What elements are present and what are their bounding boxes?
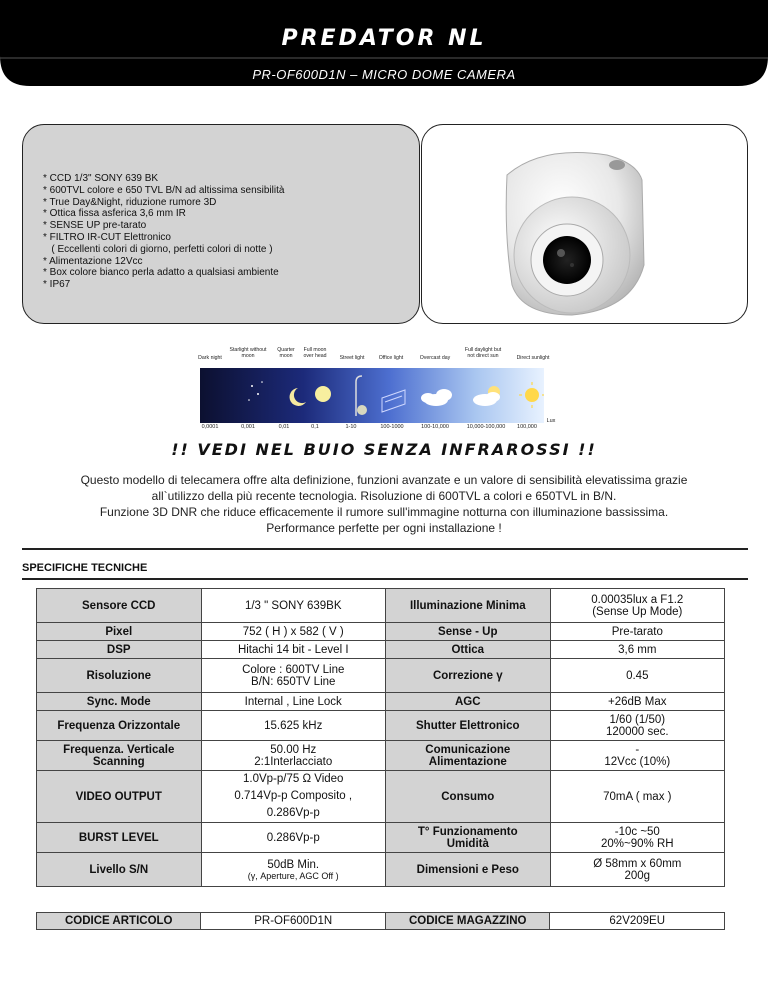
intro-line: Funzione 3D DNR che riduce efficacemente il rumore sull'immagine notturna con illuminazione bassissima. bbox=[99, 505, 669, 519]
spec-key: Consumo bbox=[385, 771, 550, 823]
spec-value bbox=[550, 589, 724, 623]
lux-label-starlight: Starlight without moon bbox=[229, 347, 267, 359]
header-banner bbox=[0, 0, 768, 92]
spec-key-line: Frequenza. Verticale bbox=[63, 743, 175, 756]
spec-value-line: 0.714Vp-p Composito , bbox=[234, 790, 353, 802]
spec-value bbox=[201, 741, 385, 771]
spec-value bbox=[550, 853, 724, 887]
spec-key bbox=[385, 741, 550, 771]
spec-key: Sense - Up bbox=[385, 623, 550, 641]
feature-item: * Alimentazione 12Vcc bbox=[43, 255, 143, 267]
spec-key: Correzione γ bbox=[385, 659, 550, 693]
warehouse-code-label: CODICE MAGAZZINO bbox=[386, 913, 550, 930]
warehouse-code-value: 62V209EU bbox=[550, 913, 725, 930]
article-code-value: PR-OF600D1N bbox=[201, 913, 386, 930]
feature-item: * IP67 bbox=[43, 279, 71, 291]
spec-value: +26dB Max bbox=[550, 693, 724, 711]
feature-item: * Ottica fissa asferica 3,6 mm IR bbox=[43, 208, 186, 220]
lux-value: 0,1 bbox=[311, 424, 319, 430]
spec-value-line: (Sense Up Mode) bbox=[592, 605, 683, 618]
spec-key-line: Umidità bbox=[446, 837, 489, 850]
table-row bbox=[37, 823, 725, 853]
spec-value-line: -10c ~50 bbox=[614, 825, 660, 838]
specs-table bbox=[36, 588, 725, 887]
lux-label-office-light: Office light bbox=[378, 355, 404, 361]
spec-value: 70mA ( max ) bbox=[550, 771, 724, 823]
lux-gradient-bar bbox=[200, 368, 544, 423]
spec-key: Shutter Elettronico bbox=[385, 711, 550, 741]
spec-key: AGC bbox=[385, 693, 550, 711]
features-panel bbox=[22, 124, 420, 324]
intro-line: Questo modello di telecamera offre alta definizione, funzioni avanzate e un valore di sensibilità elevatissima grazie bbox=[80, 473, 688, 487]
lux-label-dark-night: Dark night bbox=[198, 355, 222, 361]
full-moon-icon bbox=[315, 386, 331, 402]
spec-key: Risoluzione bbox=[37, 659, 202, 693]
codes-table bbox=[36, 912, 725, 930]
lux-value: 1-10 bbox=[345, 424, 357, 430]
spec-value bbox=[550, 741, 724, 771]
feature-item: ( Eccellenti colori di giorno, perfetti colori di notte ) bbox=[43, 243, 273, 255]
section-divider bbox=[22, 578, 748, 580]
spec-value: 752 ( H ) x 582 ( V ) bbox=[201, 623, 385, 641]
table-row bbox=[37, 853, 725, 887]
features-list bbox=[43, 173, 284, 291]
spec-value: 3,6 mm bbox=[550, 641, 724, 659]
article-code-label: CODICE ARTICOLO bbox=[37, 913, 201, 930]
spec-value-line: 1/60 (1/50) bbox=[609, 713, 666, 726]
feature-item: * SENSE UP pre-tarato bbox=[43, 220, 147, 232]
lux-label-street-light: Street light bbox=[339, 355, 365, 361]
spec-key: VIDEO OUTPUT bbox=[37, 771, 202, 823]
spec-value-line: Ø 58mm x 60mm bbox=[593, 857, 682, 870]
spec-value bbox=[201, 659, 385, 693]
table-row bbox=[37, 913, 725, 930]
feature-item: * CCD 1/3" SONY 639 BK bbox=[43, 173, 159, 184]
spec-key bbox=[385, 823, 550, 853]
spec-value-line: (γ, Aperture, AGC Off ) bbox=[247, 870, 339, 881]
spec-value: Pre-tarato bbox=[550, 623, 724, 641]
lux-unit: Lux bbox=[546, 418, 556, 424]
dome-camera-image bbox=[422, 125, 747, 323]
intro-paragraph bbox=[30, 472, 738, 536]
spec-key: Dimensioni e Peso bbox=[385, 853, 550, 887]
spec-value: Internal , Line Lock bbox=[201, 693, 385, 711]
spec-key-line: Comunicazione bbox=[425, 743, 511, 756]
lux-value: 10,000-100,000 bbox=[466, 424, 506, 430]
table-row bbox=[37, 589, 725, 623]
table-row bbox=[37, 741, 725, 771]
spec-value-line: 1.0Vp-p/75 Ω Video bbox=[243, 773, 344, 785]
slogan: !! VEDI NEL BUIO SENZA INFRAROSSI !! bbox=[171, 440, 597, 459]
spec-value-line: 50dB Min. bbox=[267, 858, 320, 871]
table-row bbox=[37, 623, 725, 641]
spec-value-line: Colore : 600TV Line bbox=[242, 663, 345, 676]
table-row bbox=[37, 641, 725, 659]
product-subtitle: PR-OF600D1N – MICRO DOME CAMERA bbox=[252, 67, 516, 82]
feature-item: * Box colore bianco perla adatto a qualsiasi ambiente bbox=[43, 267, 279, 279]
spec-key: Pixel bbox=[37, 623, 202, 641]
spec-value-line: 50.00 Hz bbox=[270, 743, 317, 756]
lux-value: 0,001 bbox=[241, 424, 255, 430]
feature-item: * FILTRO IR-CUT Elettronico bbox=[43, 231, 171, 243]
spec-value-line: - bbox=[635, 743, 640, 756]
spec-key-line: T° Funzionamento bbox=[417, 825, 518, 838]
table-row bbox=[37, 711, 725, 741]
lux-value: 0,01 bbox=[278, 424, 290, 430]
spec-value-line: 20%~90% RH bbox=[601, 837, 674, 850]
product-title: PREDATOR NL bbox=[281, 26, 487, 51]
spec-value-line: 12Vcc (10%) bbox=[604, 755, 671, 768]
feature-item: * 600TVL colore e 650 TVL B/N ad altissima sensibilità bbox=[43, 184, 285, 196]
spec-value: 0.286Vp-p bbox=[201, 823, 385, 853]
spec-key-line: Scanning bbox=[92, 755, 145, 768]
lux-value: 100,000 bbox=[517, 424, 537, 430]
lux-label-direct-sunlight: Direct sunlight bbox=[516, 355, 550, 361]
spec-value-line: 120000 sec. bbox=[605, 725, 669, 738]
spec-key: Frequenza Orizzontale bbox=[37, 711, 202, 741]
lux-scale bbox=[195, 343, 565, 433]
spec-value bbox=[201, 853, 385, 887]
spec-key: BURST LEVEL bbox=[37, 823, 202, 853]
spec-value-line: 0.00035lux a F1.2 bbox=[591, 593, 684, 606]
spec-value: Hitachi 14 bit - Level I bbox=[201, 641, 385, 659]
intro-line: Performance perfette per ogni installazione ! bbox=[266, 521, 502, 535]
spec-value bbox=[201, 771, 385, 823]
lux-label-full-moon: Full moon over head bbox=[303, 347, 327, 359]
spec-value bbox=[550, 823, 724, 853]
lux-label-full-daylight: Full daylight but not direct sun bbox=[464, 347, 502, 359]
lux-value: 100-10,000 bbox=[421, 424, 449, 430]
lux-label-overcast-day: Overcast day bbox=[419, 355, 451, 361]
lux-label-quarter-moon: Quarter moon bbox=[277, 347, 295, 359]
table-row bbox=[37, 771, 725, 823]
spec-value-line: 200g bbox=[624, 869, 651, 882]
spec-key-line: Alimentazione bbox=[428, 755, 507, 768]
spec-key: DSP bbox=[37, 641, 202, 659]
spec-key: Sync. Mode bbox=[37, 693, 202, 711]
spec-value: 0.45 bbox=[550, 659, 724, 693]
spec-key: Ottica bbox=[385, 641, 550, 659]
lux-value: 0,0001 bbox=[201, 424, 219, 430]
spec-value-line: B/N: 650TV Line bbox=[251, 675, 336, 688]
spec-key bbox=[37, 741, 202, 771]
spec-value: 1/3 " SONY 639BK bbox=[201, 589, 385, 623]
specs-heading: SPECIFICHE TECNICHE bbox=[22, 562, 148, 574]
spec-value: 15.625 kHz bbox=[201, 711, 385, 741]
spec-key: Illuminazione Minima bbox=[385, 589, 550, 623]
spec-value-line: 2:1Interlacciato bbox=[254, 755, 333, 768]
spec-value-line: 0.286Vp-p bbox=[266, 807, 320, 819]
feature-item: * True Day&Night, riduzione rumore 3D bbox=[43, 196, 217, 208]
lux-value: 100-1000 bbox=[380, 424, 404, 430]
section-divider bbox=[22, 548, 748, 550]
intro-line: all`utilizzo della più recente tecnologia. Risoluzione di 600TVL a colori e 650TVL in B/N. bbox=[151, 489, 617, 503]
table-row bbox=[37, 693, 725, 711]
table-row bbox=[37, 659, 725, 693]
spec-value bbox=[550, 711, 724, 741]
spec-key: Livello S/N bbox=[37, 853, 202, 887]
product-photo-panel bbox=[421, 124, 748, 324]
spec-key: Sensore CCD bbox=[37, 589, 202, 623]
